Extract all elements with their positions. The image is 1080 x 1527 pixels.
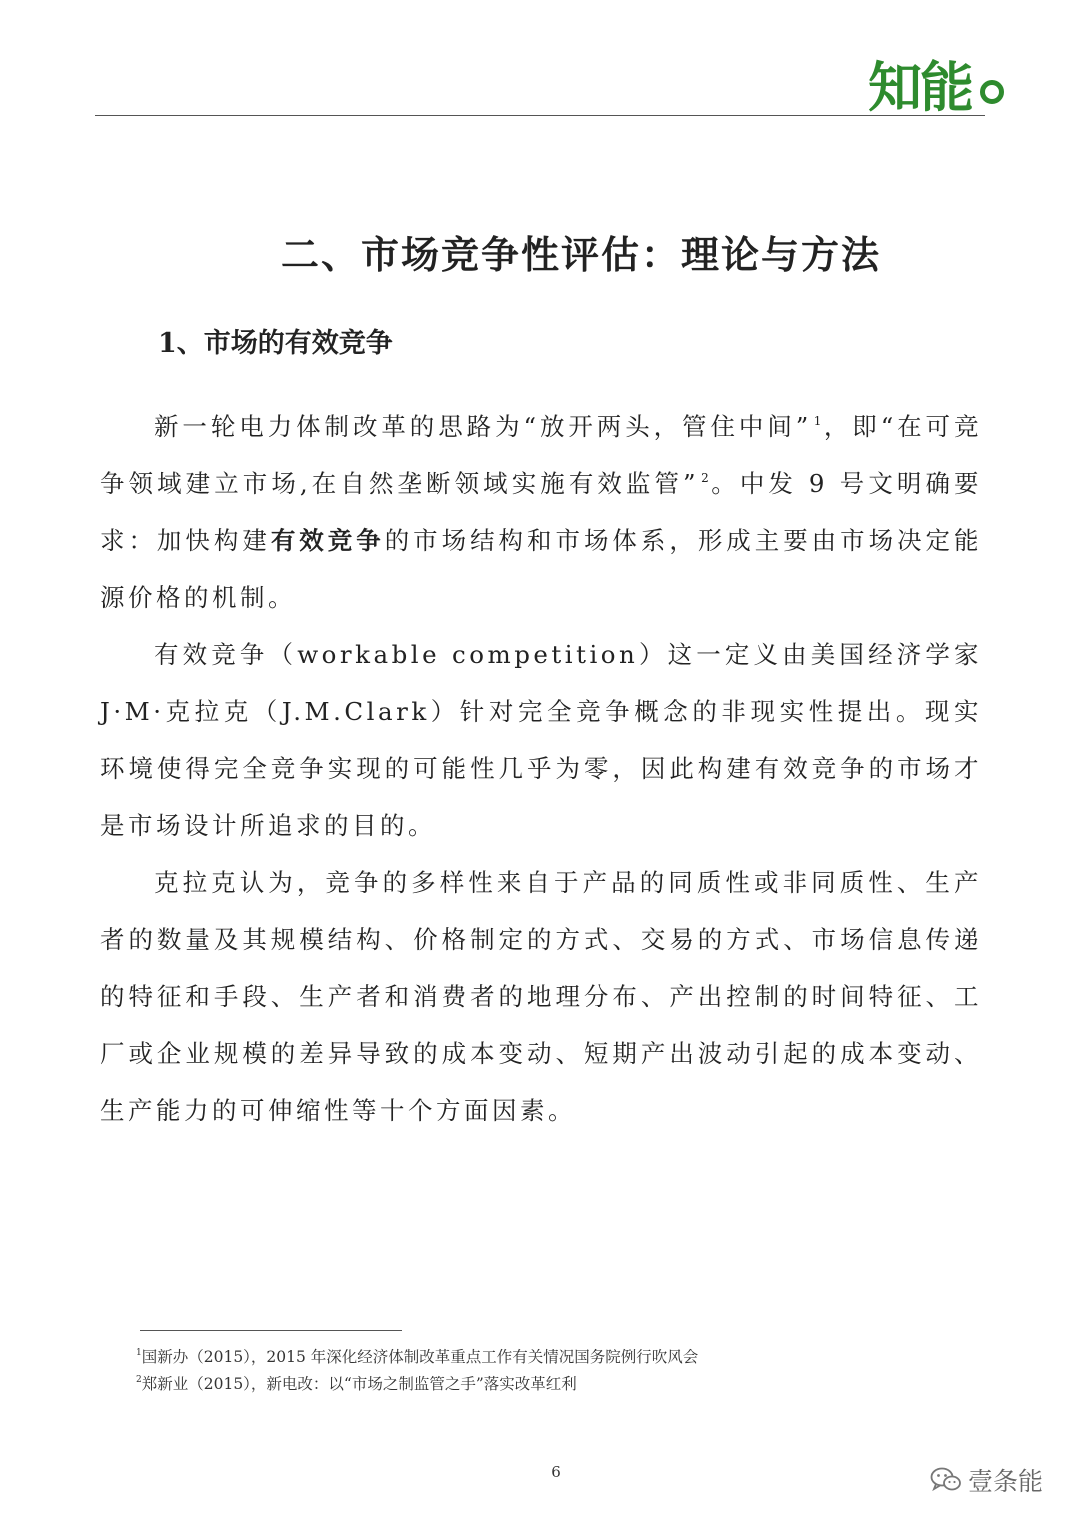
section-heading: 1、市场的有效竞争 [158, 328, 393, 359]
logo-circle-icon [980, 80, 1004, 104]
watermark-text: 壹条能 [968, 1467, 1044, 1496]
footnote-ref-1: 1 [813, 414, 822, 428]
footnote-2 [136, 1371, 936, 1398]
paragraph-1-part-1: 新一轮电力体制改革的思路为“放开两头，管住中间” [154, 412, 812, 441]
paragraph-1 [100, 398, 982, 626]
footnote-number: 2 [136, 1375, 142, 1385]
header-divider [95, 115, 985, 116]
footnote-1 [136, 1344, 936, 1371]
page-number: 6 [551, 1463, 561, 1481]
emphasis-text: 有效竞争 [270, 526, 385, 555]
page-title: 二、市场竞争性评估：理论与方法 [280, 232, 881, 277]
paragraph-1-part-2: ，即“在可竞争领域建立市场,在自然垄断领域实施有效监管” [100, 412, 982, 498]
brand-logo [868, 58, 1004, 118]
footnote-number: 1 [136, 1348, 142, 1358]
paragraph-1-part-4: 的市场结构和市场体系，形成主要由市场决定能源价格的机制。 [100, 526, 983, 612]
body-text [100, 398, 982, 1139]
logo-text: 知能 [868, 56, 972, 119]
footnote-text: 郑新业（2015），新电改：以“市场之制监管之手”落实改革红利 [141, 1375, 577, 1393]
footnote-ref-2: 2 [701, 471, 709, 485]
paragraph-1-part-3: 。中发 9 号文明确要求：加快构建 [100, 469, 983, 555]
footnote-text: 国新办（2015），2015 年深化经济体制改革重点工作有关情况国务院例行吹风会 [141, 1348, 699, 1366]
paragraph-2: 有效竞争（workable competition）这一定义由美国经济学家 J·M·克拉克（J.M.Clark）针对完全竞争概念的非现实性提出。现实环境使得完全竞争实现的可能性几乎为零，因此构建有效竞争的市场才是市场设计所追求的目的。 [100, 640, 982, 840]
footnote-divider [140, 1330, 402, 1331]
paragraph-3: 克拉克认为，竞争的多样性来自于产品的同质性或非同质性、生产者的数量及其规模结构、价格制定的方式、交易的方式、市场信息传递的特征和手段、生产者和消费者的地理分布、产出控制的时间特征、工厂或企业规模的差异导致的成本变动、短期产出波动引起的成本变动、生产能力的可伸缩性等十个方面因素。 [100, 868, 982, 1125]
wechat-icon [930, 1466, 962, 1494]
watermark [930, 1462, 1043, 1498]
footnotes [136, 1344, 936, 1398]
